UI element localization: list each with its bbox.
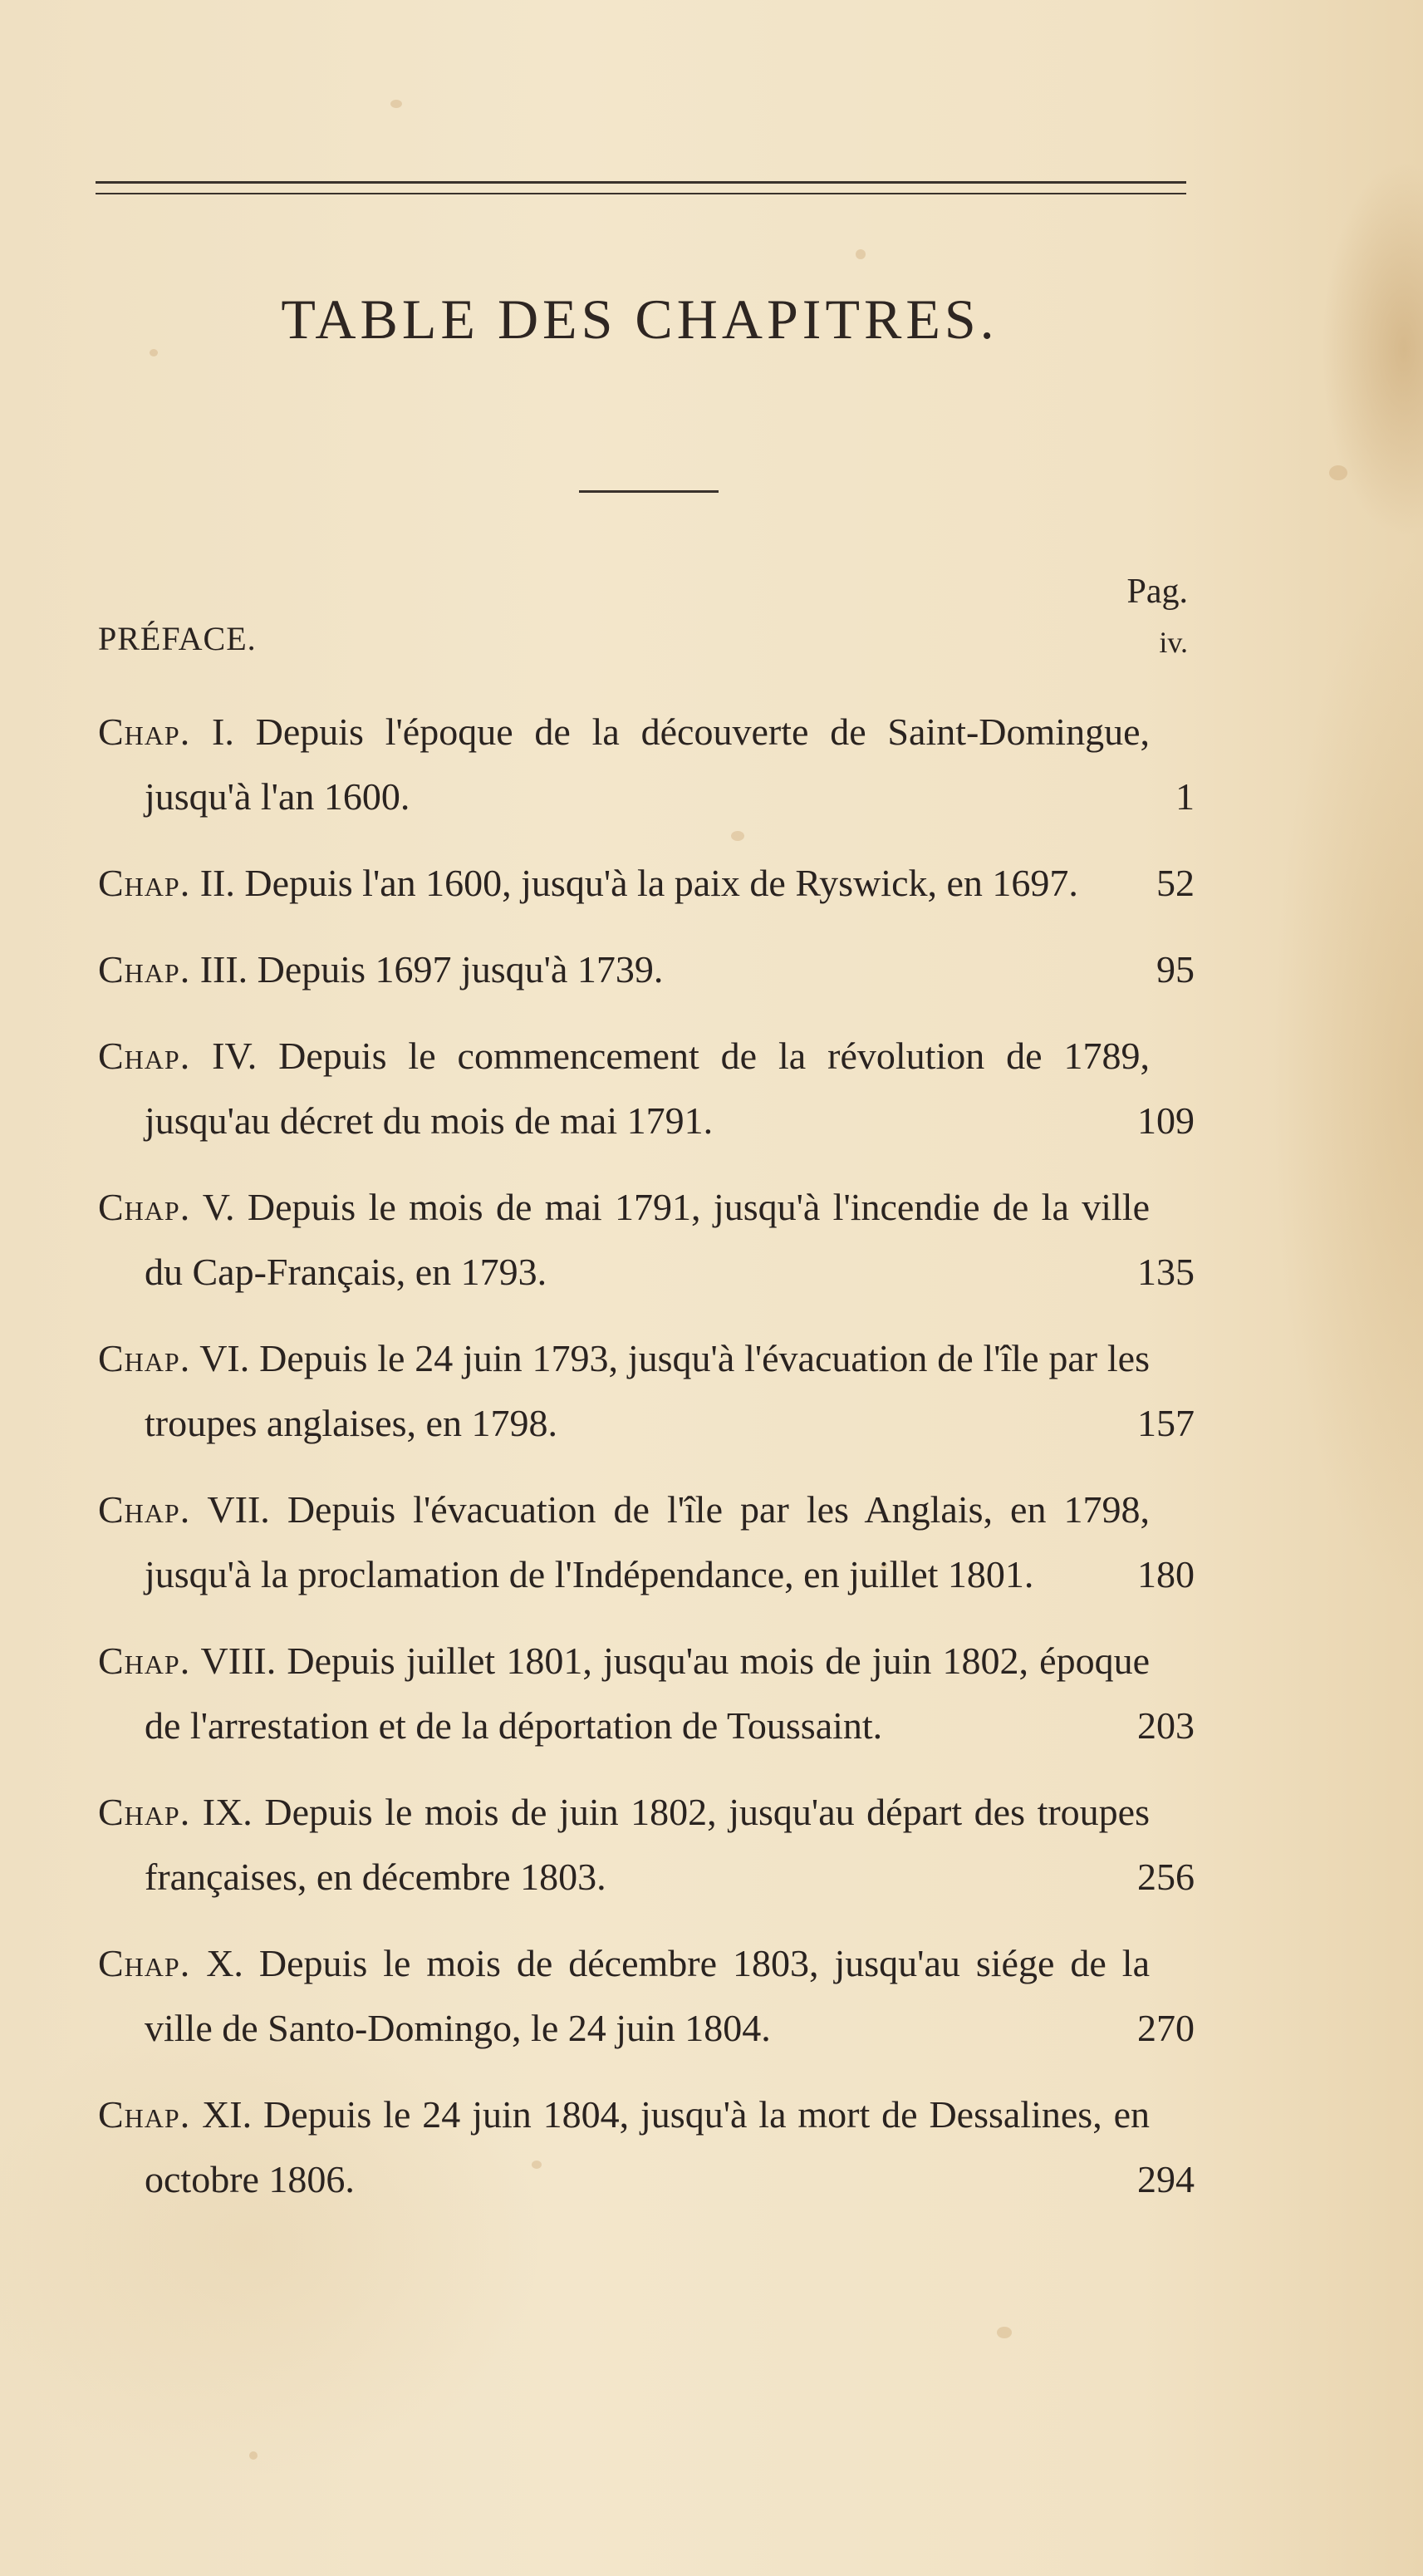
chapter-text: [98, 1326, 1150, 1456]
top-rule-thin: [96, 193, 1186, 194]
chapter-page-number: 256: [1137, 1856, 1195, 1898]
chapter-number: VII.: [190, 1488, 287, 1531]
chapter-page-number: 135: [1137, 1251, 1195, 1293]
chapter-entry: [98, 700, 1195, 829]
top-rule: [96, 181, 1186, 184]
chapter-page-number: 95: [1156, 948, 1195, 991]
chapter-number: III.: [190, 948, 258, 991]
chapter-number: IX.: [190, 1791, 265, 1833]
chapter-number: V.: [190, 1186, 248, 1228]
chapter-entry: [98, 2082, 1195, 2212]
chapter-page-number: 1: [1175, 775, 1195, 818]
chapter-description: Depuis 1697 jusqu'à 1739.: [257, 948, 664, 991]
chapter-text: [98, 851, 1150, 916]
chapter-prefix: Chap.: [98, 948, 191, 991]
chapter-page-number: 270: [1137, 2007, 1195, 2049]
chapter-number: IV.: [190, 1035, 279, 1077]
chapter-number: XI.: [190, 2093, 264, 2136]
chapter-number: VIII.: [190, 1639, 287, 1682]
chapter-description: Depuis le mois de décembre 1803, jusqu'au siége de la ville de Santo-Domingo, le 24 juin 1804.: [145, 1942, 1150, 2049]
chapter-prefix: Chap.: [98, 2093, 191, 2136]
chapter-description: Depuis le commencement de la révolution de 1789, jusqu'au décret du mois de mai 1791.: [145, 1035, 1150, 1142]
chapter-page-number: 109: [1137, 1099, 1195, 1142]
chapter-description: Depuis le mois de mai 1791, jusqu'à l'incendie de la ville du Cap-Français, en 1793.: [145, 1186, 1150, 1293]
chapter-entry: [98, 1931, 1195, 2061]
chapter-prefix: Chap.: [98, 1035, 191, 1077]
chapter-number: I.: [190, 710, 256, 753]
chapter-prefix: Chap.: [98, 1942, 191, 1984]
chapter-description: Depuis le 24 juin 1804, jusqu'à la mort de Dessalines, en octobre 1806.: [145, 2093, 1150, 2200]
chapter-text: [98, 1629, 1150, 1758]
chapter-description: Depuis le 24 juin 1793, jusqu'à l'évacuation de l'île par les troupes anglaises, en 1798.: [145, 1337, 1150, 1444]
chapter-entry: [98, 1629, 1195, 1758]
chapter-text: [98, 1931, 1150, 2061]
chapter-entry: [98, 1024, 1195, 1153]
preface-label: PRÉFACE.: [98, 620, 257, 657]
chapter-text: [98, 2082, 1150, 2212]
chapter-entry: [98, 1780, 1195, 1910]
chapter-description: Depuis l'an 1600, jusqu'à la paix de Ryswick, en 1697.: [244, 862, 1078, 904]
chapter-page-number: 52: [1156, 862, 1195, 904]
chapter-description: Depuis l'évacuation de l'île par les Anglais, en 1798, jusqu'à la proclamation de l'Indépendance, en juillet 1801.: [145, 1488, 1151, 1595]
chapter-text: [98, 937, 1150, 1002]
chapter-description: Depuis l'époque de la découverte de Saint-Domingue, jusqu'à l'an 1600.: [145, 710, 1150, 818]
chapter-page-number: 294: [1137, 2158, 1195, 2200]
chapter-prefix: Chap.: [98, 1639, 191, 1682]
chapter-entry: [98, 851, 1195, 916]
chapter-page-number: 180: [1137, 1553, 1195, 1595]
chapter-list: [98, 700, 1195, 2234]
chapter-text: [98, 1780, 1150, 1910]
chapter-prefix: Chap.: [98, 862, 191, 904]
chapter-prefix: Chap.: [98, 1186, 191, 1228]
chapter-text: [98, 1024, 1150, 1153]
page-column-header: Pag.: [1126, 573, 1188, 611]
chapter-entry: [98, 1326, 1195, 1456]
title-divider: [579, 490, 719, 493]
chapter-entry: [98, 1175, 1195, 1305]
chapter-description: Depuis juillet 1801, jusqu'au mois de juin 1802, époque de l'arrestation et de la déportation de Toussaint.: [145, 1639, 1151, 1747]
chapter-prefix: Chap.: [98, 1488, 191, 1531]
chapter-text: [98, 1175, 1150, 1305]
chapter-text: [98, 1477, 1150, 1607]
chapter-description: Depuis le mois de juin 1802, jusqu'au départ des troupes françaises, en décembre 1803.: [145, 1791, 1150, 1898]
chapter-number: X.: [190, 1942, 259, 1984]
chapter-page-number: 157: [1137, 1402, 1195, 1444]
page-title: TABLE DES CHAPITRES.: [281, 288, 999, 351]
chapter-number: II.: [190, 862, 245, 904]
preface-page-number: iv.: [1159, 626, 1188, 659]
chapter-prefix: Chap.: [98, 710, 191, 753]
chapter-page-number: 203: [1137, 1704, 1195, 1747]
chapter-number: VI.: [190, 1337, 260, 1379]
chapter-prefix: Chap.: [98, 1791, 191, 1833]
chapter-entry: [98, 1477, 1195, 1607]
chapter-entry: [98, 937, 1195, 1002]
chapter-prefix: Chap.: [98, 1337, 191, 1379]
chapter-text: [98, 700, 1150, 829]
